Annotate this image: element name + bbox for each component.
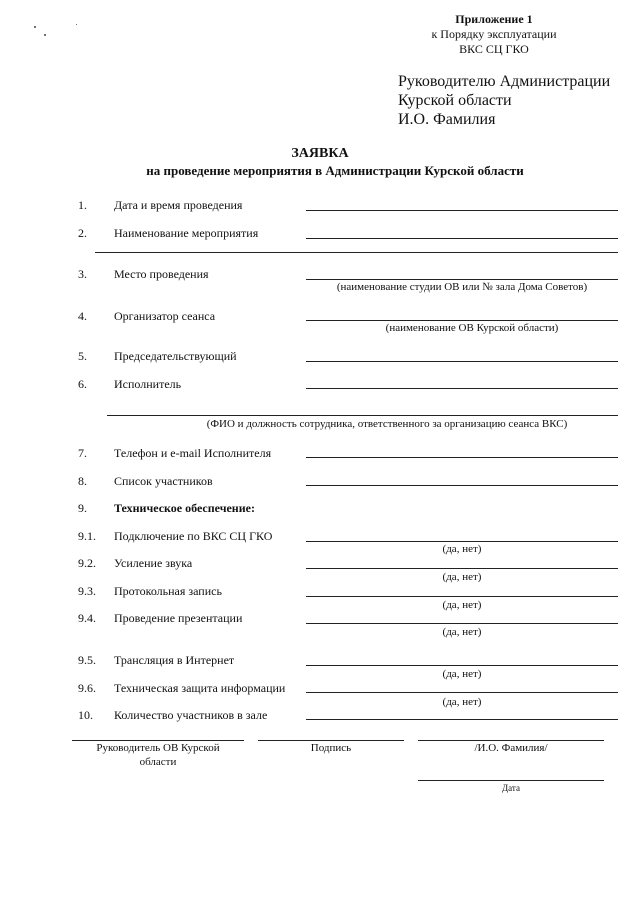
item-label: Председательствующий [114, 349, 237, 363]
addressee-line-3: И.О. Фамилия [398, 111, 496, 128]
scan-speck [34, 26, 36, 28]
fill-line[interactable] [306, 665, 618, 666]
field-hint: (да, нет) [442, 543, 482, 555]
field-hint: (да, нет) [442, 668, 482, 680]
fill-line[interactable] [306, 719, 618, 720]
item-label: Усиление звука [114, 556, 193, 570]
signature-label: Подпись [310, 742, 352, 754]
fill-line[interactable] [306, 623, 618, 624]
fill-line[interactable] [95, 252, 618, 253]
fill-line[interactable] [306, 596, 618, 597]
signature-line-sign[interactable] [258, 740, 404, 741]
fill-line[interactable] [306, 457, 618, 458]
item-number: 8. [78, 474, 87, 488]
appendix-title: Приложение 1 [455, 12, 533, 26]
addressee-line-1: Руководителю Администрации [398, 73, 611, 90]
item-label: Техническая защита информации [114, 681, 286, 695]
field-hint: (да, нет) [442, 599, 482, 611]
item-label: Место проведения [114, 267, 209, 281]
item-number: 9. [78, 501, 87, 515]
item-number: 6. [78, 377, 87, 391]
field-hint: (да, нет) [442, 571, 482, 583]
item-number: 5. [78, 349, 87, 363]
field-hint: (да, нет) [442, 696, 482, 708]
fill-line[interactable] [306, 541, 618, 542]
signature-line-head[interactable] [72, 740, 244, 741]
document-title: ЗАЯВКА [291, 146, 349, 161]
appendix-line-3: ВКС СЦ ГКО [459, 42, 529, 56]
fill-line[interactable] [306, 320, 618, 321]
item-label: Исполнитель [114, 377, 182, 391]
item-label: Трансляция в Интернет [114, 653, 235, 667]
field-hint: (наименование ОВ Курской области) [385, 322, 559, 334]
fill-line[interactable] [107, 415, 618, 416]
fill-line[interactable] [306, 210, 618, 211]
item-number: 9.5. [78, 653, 96, 667]
field-hint: (да, нет) [442, 626, 482, 638]
head-label-line-2: области [139, 756, 177, 768]
item-number: 9.3. [78, 584, 96, 598]
item-label: Количество участников в зале [114, 708, 268, 722]
item-label: Протокольная запись [114, 584, 222, 598]
field-hint: (ФИО и должность сотрудника, ответственного за организацию сеанса ВКС) [206, 418, 568, 430]
field-hint: (наименование студии ОВ или № зала Дома Советов) [336, 281, 588, 293]
item-label: Подключение по ВКС СЦ ГКО [114, 529, 273, 543]
item-label: Наименование мероприятия [114, 226, 259, 240]
document-subtitle: на проведение мероприятия в Администрации Курской области [146, 163, 524, 178]
item-label: Дата и время проведения [114, 198, 243, 212]
date-line[interactable] [418, 780, 604, 781]
fill-line[interactable] [306, 485, 618, 486]
item-number: 4. [78, 309, 87, 323]
item-number: 9.4. [78, 611, 96, 625]
scan-speck [44, 34, 46, 36]
item-number: 1. [78, 198, 87, 212]
fill-line[interactable] [306, 692, 618, 693]
item-number: 9.1. [78, 529, 96, 543]
item-number: 7. [78, 446, 87, 460]
fill-line[interactable] [306, 361, 618, 362]
signature-line-name[interactable] [418, 740, 604, 741]
item-label: Телефон и e-mail Исполнителя [114, 446, 272, 460]
fill-line[interactable] [306, 238, 618, 239]
name-label: /И.О. Фамилия/ [474, 742, 548, 754]
fill-line[interactable] [306, 388, 618, 389]
date-label: Дата [502, 783, 520, 793]
addressee-line-2: Курской области [398, 92, 512, 109]
head-label-line-1: Руководитель ОВ Курской [96, 742, 220, 754]
item-number: 9.2. [78, 556, 96, 570]
item-number: 3. [78, 267, 87, 281]
item-label: Список участников [114, 474, 213, 488]
item-label: Проведение презентации [114, 611, 243, 625]
item-number: 9.6. [78, 681, 96, 695]
appendix-line-2: к Порядку эксплуатации [431, 27, 557, 41]
fill-line[interactable] [306, 568, 618, 569]
item-label: Техническое обеспечение: [114, 501, 255, 515]
item-number: 2. [78, 226, 87, 240]
fill-line[interactable] [306, 279, 618, 280]
scan-speck [76, 24, 77, 25]
item-number: 10. [78, 708, 93, 722]
item-label: Организатор сеанса [114, 309, 216, 323]
